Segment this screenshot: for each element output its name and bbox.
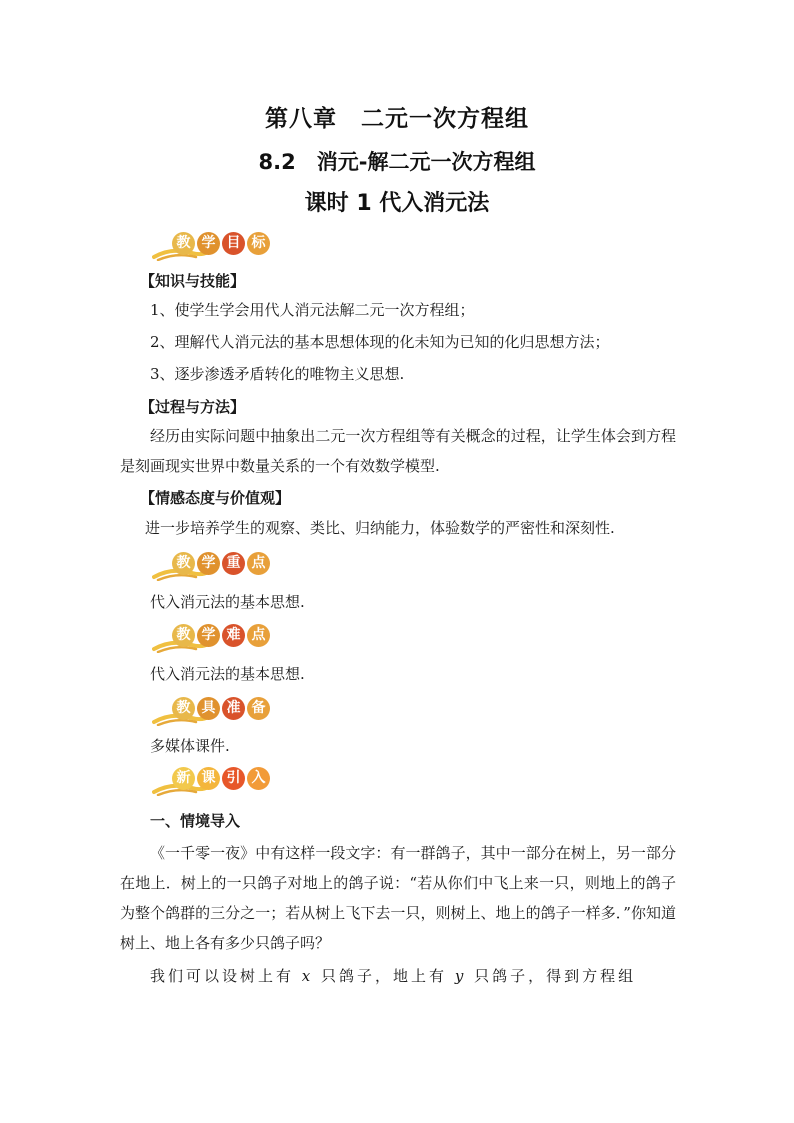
setup-suffix: 只鸽子，得到方程组 xyxy=(474,967,637,985)
badge-char: 教 xyxy=(172,624,195,647)
badge-char: 学 xyxy=(197,624,220,647)
knowledge-item: 1、使学生学会用代人消元法解二元一次方程组； xyxy=(150,301,475,319)
badge-char: 学 xyxy=(197,552,220,575)
badge-key-points xyxy=(150,552,270,582)
difficulties-text: 代入消元法的基本思想. xyxy=(150,665,305,683)
setup-line xyxy=(150,966,676,986)
badge-char: 引 xyxy=(222,767,245,790)
knowledge-item: 3、逐步渗透矛盾转化的唯物主义思想. xyxy=(150,365,405,383)
badge-char: 入 xyxy=(247,767,270,790)
emotion-heading: 【情感态度与价值观】 xyxy=(140,489,291,507)
variable-x: x xyxy=(301,967,314,985)
variable-y: y xyxy=(454,967,467,985)
knowledge-item: 2、理解代人消元法的基本思想体现的化未知为已知的化归思想方法； xyxy=(150,333,610,351)
tools-text: 多媒体课件. xyxy=(150,737,230,755)
badge-char: 备 xyxy=(247,697,270,720)
badge-char: 新 xyxy=(172,767,195,790)
key-points-text: 代入消元法的基本思想. xyxy=(150,593,305,611)
badge-new-lesson xyxy=(150,767,270,797)
process-heading: 【过程与方法】 xyxy=(140,398,246,416)
badge-char: 标 xyxy=(247,232,270,255)
badge-char: 教 xyxy=(172,697,195,720)
story-paragraph: 《一千零一夜》中有这样一段文字：有一群鸽子，其中一部分在树上，另一部分在地上．树上的一只鸽子对地上的鸽子说：“若从你们中飞上来一只，则地上的鸽子为整个鸽群的三分之一；若从树上飞下去一只，则树上、地上的鸽子一样多．”你知道树上、地上各有多少只鸽子吗？ xyxy=(120,844,676,952)
setup-mid: 只鸽子，地上有 xyxy=(321,967,448,985)
chapter-title: 第八章 二元一次方程组 xyxy=(265,106,529,132)
badge-char: 具 xyxy=(197,697,220,720)
badge-char: 课 xyxy=(197,767,220,790)
badge-char: 准 xyxy=(222,697,245,720)
badge-char: 重 xyxy=(222,552,245,575)
lesson-title: 课时 1 代入消元法 xyxy=(304,191,490,216)
badge-difficulties xyxy=(150,624,270,654)
badge-char: 教 xyxy=(172,232,195,255)
badge-char: 点 xyxy=(247,552,270,575)
emotion-paragraph: 进一步培养学生的观察、类比、归纳能力，体验数学的严密性和深刻性. xyxy=(145,519,615,537)
section-title: 8.2 消元-解二元一次方程组 xyxy=(258,150,536,174)
badge-char: 教 xyxy=(172,552,195,575)
badge-char: 点 xyxy=(247,624,270,647)
process-paragraph: 经历由实际问题中抽象出二元一次方程组等有关概念的过程，让学生体会到方程是刻画现实世界中数量关系的一个有效数学模型. xyxy=(120,427,676,475)
badge-teaching-goals xyxy=(150,232,270,262)
badge-char: 目 xyxy=(222,232,245,255)
badge-char: 学 xyxy=(197,232,220,255)
knowledge-heading: 【知识与技能】 xyxy=(140,272,246,290)
intro-heading: 一、情境导入 xyxy=(150,812,241,830)
badge-char: 难 xyxy=(222,624,245,647)
setup-prefix: 我们可以设树上有 xyxy=(150,967,295,985)
badge-teaching-tools xyxy=(150,697,270,727)
